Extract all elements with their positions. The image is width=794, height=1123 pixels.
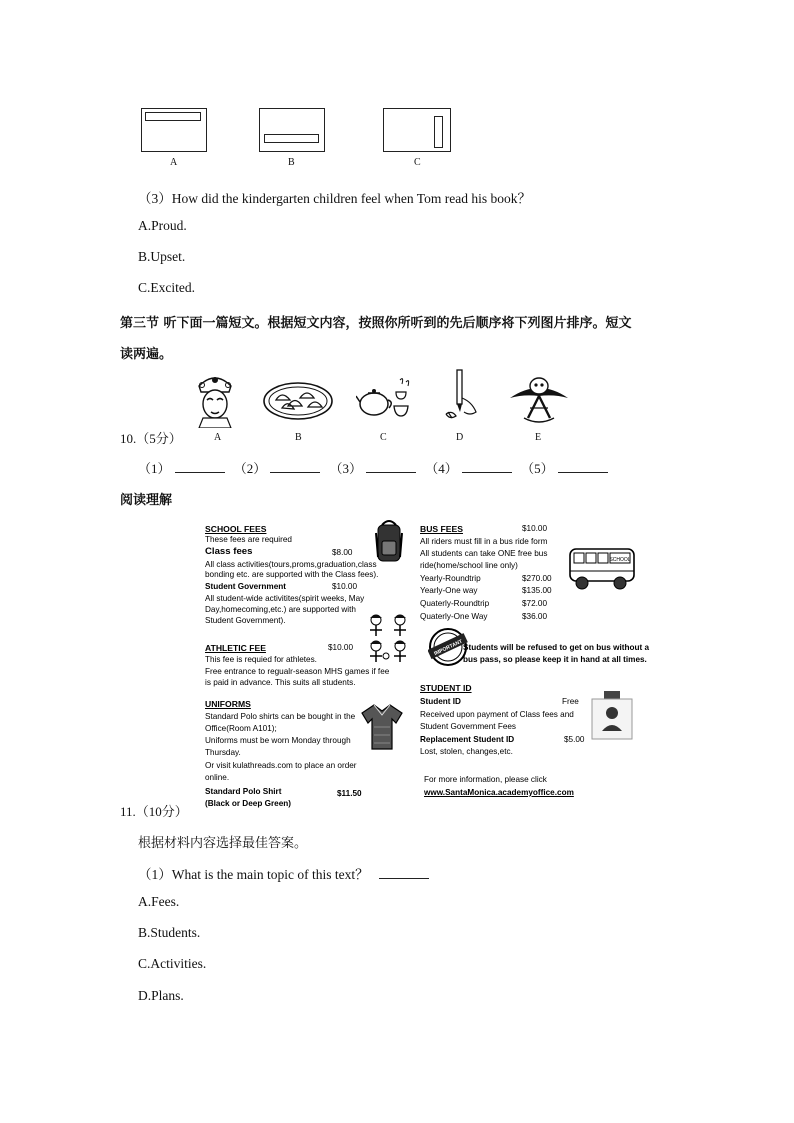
important-stamp-icon (428, 625, 468, 669)
section-3-instruction-cont: 读两遍。 (120, 347, 173, 362)
athletic-fee-text-1: This fee is requied for athletes. (205, 655, 317, 664)
uniforms-text-2: Office(Room A101); (205, 724, 277, 733)
uniforms-text-1: Standard Polo shirts can be bought in the (205, 712, 356, 721)
option-b-label: B (288, 157, 295, 168)
question-3-option-b[interactable]: B.Upset. (138, 249, 186, 264)
option-c-label: C (414, 157, 421, 168)
student-government-text-3: Student Government). (205, 616, 286, 625)
opera-mask-icon (193, 372, 237, 428)
option-b-rectangle (259, 108, 325, 152)
question-3-stem: （3）How did the kindergarten children feel when Tom read his book？ (138, 191, 531, 206)
bus-rate-2-name: Yearly-One way (420, 586, 478, 595)
option-c-bar (434, 116, 443, 148)
student-id-price: Free (562, 697, 579, 706)
athletic-fee-text-2: Free entrance to regualr-season MHS games if fee (205, 667, 390, 676)
question-11-number: 11.（10分） (120, 804, 188, 819)
question-3-option-c[interactable]: C.Excited. (138, 280, 195, 295)
replacement-id-text: Lost, stolen, changes,etc. (420, 747, 513, 756)
polo-shirt-icon (360, 703, 404, 751)
bus-rate-4-price: $36.00 (522, 612, 548, 621)
backpack-icon (374, 519, 404, 565)
question-11-1-option-b[interactable]: B.Students. (138, 925, 201, 940)
school-fees-notice (200, 517, 648, 807)
option-a-bar (145, 112, 201, 121)
dumplings-icon (262, 380, 334, 422)
kite-icon (506, 374, 572, 426)
student-id-text-1: Received upon payment of Class fees and (420, 710, 574, 719)
uniforms-text-3: Uniforms must be worn Monday through (205, 736, 351, 745)
blank-1-line[interactable] (175, 460, 225, 473)
question-11-1-stem (138, 863, 435, 883)
blank-5-label: （5） (521, 461, 554, 476)
athletes-icon (366, 612, 412, 664)
important-stamp-text: IMPORTANT (433, 638, 464, 658)
school-fees-intro: These fees are required (205, 535, 292, 544)
more-info-text: For more information, please click (424, 775, 547, 784)
blank-3-label: （3） (329, 461, 363, 476)
important-text-1: Students will be refused to get on bus without a (463, 643, 650, 652)
bus-fees-heading: BUS FEES (420, 524, 463, 534)
athletic-fee-heading: ATHLETIC FEE (205, 643, 266, 653)
picture-label-b: B (295, 432, 302, 443)
student-id-text-2: Student Government Fees (420, 722, 517, 731)
question-11-1-text: （1）What is the main topic of this text？ (138, 867, 369, 882)
blank-4-line[interactable] (462, 460, 512, 473)
question-11-1-answer-blank[interactable] (379, 866, 429, 879)
student-id-heading: STUDENT ID (420, 683, 472, 693)
bus-sign-text: SCHOOL (609, 557, 631, 563)
blank-5-line[interactable] (558, 460, 608, 473)
blank-2-label: （2） (233, 461, 267, 476)
bus-fees-text-2: All students can take ONE free bus (420, 549, 548, 558)
bus-rate-3-name: Quaterly-Roundtrip (420, 599, 490, 608)
bus-fees-text-1: All riders must fill in a bus ride form (420, 537, 548, 546)
uniforms-text-6: online. (205, 773, 230, 782)
reading-heading: 阅读理解 (120, 493, 173, 508)
important-text-2: bus pass, so please keep it in hand at all times. (463, 655, 647, 664)
class-fees-price: $8.00 (332, 548, 353, 557)
question-11-1-option-a[interactable]: A.Fees. (138, 894, 180, 909)
student-id-label: Student ID (420, 697, 461, 706)
picture-label-a: A (214, 432, 222, 443)
uniforms-heading: UNIFORMS (205, 699, 251, 709)
school-bus-icon (568, 545, 638, 591)
picture-label-c: C (380, 432, 387, 443)
question-10-number: 10.（5分） (120, 431, 182, 446)
bus-rate-2-price: $135.00 (522, 586, 552, 595)
student-government-price: $10.00 (332, 582, 358, 591)
picture-label-e: E (535, 432, 542, 443)
replacement-id-price: $5.00 (564, 735, 585, 744)
blank-1-label: （1） (138, 461, 171, 476)
picture-label-d: D (456, 432, 464, 443)
student-government-text-2: Day,homecoming,etc.) are supported with (205, 605, 356, 614)
bus-rate-1-price: $270.00 (522, 574, 552, 583)
class-fees-label: Class fees (205, 546, 253, 557)
student-government-label: Student Government (205, 582, 286, 591)
bus-rate-1-name: Yearly-Roundtrip (420, 574, 481, 583)
question-11-instruction: 根据材料内容选择最佳答案。 (138, 836, 308, 851)
option-a-label: A (170, 157, 178, 168)
athletic-fee-price: $10.00 (328, 643, 354, 652)
bus-rate-4-name: Quaterly-One Way (420, 612, 488, 621)
question-3-option-a[interactable]: A.Proud. (138, 218, 187, 233)
more-info-link[interactable]: www.SantaMonica.academyoffice.com (424, 788, 574, 797)
polo-shirt-price: $11.50 (337, 789, 362, 798)
bus-rate-3-price: $72.00 (522, 599, 548, 608)
blank-2-line[interactable] (270, 460, 320, 473)
uniforms-text-5: Or visit kulathreads.com to place an order (205, 761, 357, 770)
student-government-text-1: All student-wide activitites(spirit weeks, May (205, 594, 365, 603)
blank-4-label: （4） (425, 461, 458, 476)
uniforms-text-4: Thursday. (205, 748, 241, 757)
replacement-id-label: Replacement Student ID (420, 735, 515, 744)
teapot-icon (356, 376, 412, 420)
class-fees-text-2: bonding etc. are supported with the Class fees). (205, 570, 379, 579)
section-3-instruction: 第三节 听下面一篇短文。根据短文内容，按照你所听到的先后顺序将下列图片排序。短文 (120, 316, 632, 331)
class-fees-text-1: All class activities(tours,proms,graduation,class (205, 560, 377, 569)
calligraphy-brush-icon (440, 368, 480, 424)
option-a-rectangle (141, 108, 207, 152)
bus-fees-price: $10.00 (522, 524, 548, 533)
polo-shirt-colors: (Black or Deep Green) (205, 799, 291, 808)
question-11-1-option-d[interactable]: D.Plans. (138, 988, 184, 1003)
blank-3-line[interactable] (366, 460, 416, 473)
id-card-icon (590, 689, 634, 741)
option-b-bar (264, 134, 319, 143)
question-10-blanks (138, 458, 614, 477)
option-c-rectangle (383, 108, 451, 152)
question-11-1-option-c[interactable]: C.Activities. (138, 956, 207, 971)
school-fees-heading: SCHOOL FEES (205, 524, 267, 534)
athletic-fee-text-3: is paid in advance. This suits all students. (205, 678, 356, 687)
bus-fees-text-3: ride(home/school line only) (420, 561, 518, 570)
polo-shirt-label: Standard Polo Shirt (205, 787, 282, 796)
